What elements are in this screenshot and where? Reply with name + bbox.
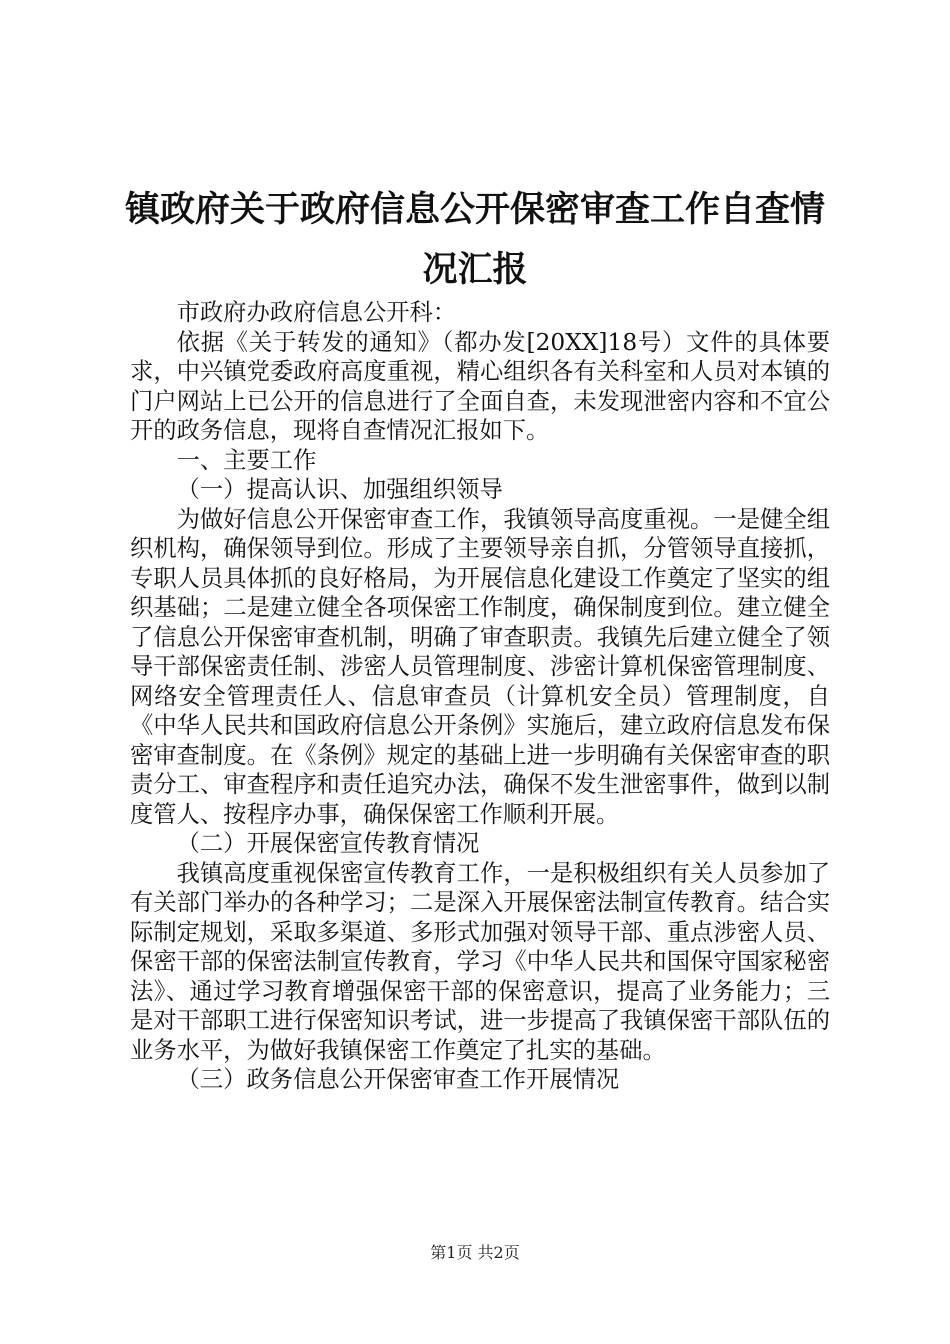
subsection-heading-2: （二）开展保密宣传教育情况	[176, 830, 480, 857]
document-title-line-1: 镇政府关于政府信息公开保密审查工作自查情	[124, 189, 825, 230]
subsection-heading-1: （一）提高认识、加强组织领导	[176, 476, 503, 503]
paragraph-organization: 为做好信息公开保密审查工作，我镇领导高度重视。一是健全组织机构，确保领导到位。形成了主要领导亲自抓，分管领导直接抓，专职人员具体抓的良好格局，为开展信息化建设工作奠定了坚实的组织基础；二是建立健全各项保密工作制度，确保制度到位。建立健全了信息公开保密审查机制，明确了审查职责。我镇先后建立健全了领导干部保密责任制、涉密人员管理制度、涉密计算机保密管理制度、网络安全管理责任人、信息审查员（计算机安全员）管理制度，自《中华人民共和国政府信息公开条例》实施后，建立政府信息发布保密审查制度。在《条例》规定的基础上进一步明确有关保密审查的职责分工、审查程序和责任追究办法，确保不发生泄密事件，做到以制度管人、按程序办事，确保保密工作顺利开展。	[130, 505, 830, 828]
intro-paragraph: 依据《关于转发的通知》（都办发[20XX]18号）文件的具体要求，中兴镇党委政府高度重视，精心组织各有关科室和人员对本镇的门户网站上已公开的信息进行了全面自查，未发现泄密内容和不宜公开的政务信息，现将自查情况汇报如下。	[130, 328, 830, 444]
section-heading-main-work: 一、主要工作	[176, 446, 317, 474]
paragraph-education: 我镇高度重视保密宣传教育工作，一是积极组织有关人员参加了有关部门举办的各种学习；二是深入开展保密法制宣传教育。结合实际制定规划，采取多渠道、多形式加强对领导干部、重点涉密人员、保密干部的保密法制宣传教育，学习《中华人民共和国保守国家秘密法》、通过学习教育增强保密干部的保密意识，提高了业务能力；三是对干部职工进行保密知识考试，进一步提高了我镇保密干部队伍的业务水平，为做好我镇保密工作奠定了扎实的基础。	[130, 859, 830, 1064]
subsection-heading-3: （三）政务信息公开保密审查工作开展情况	[176, 1066, 620, 1093]
salutation: 市政府办政府信息公开科：	[176, 299, 457, 326]
document-body	[130, 298, 830, 1095]
page-number-footer: 第1页 共2页	[430, 1243, 520, 1262]
document-title-line-2: 况汇报	[422, 249, 528, 290]
